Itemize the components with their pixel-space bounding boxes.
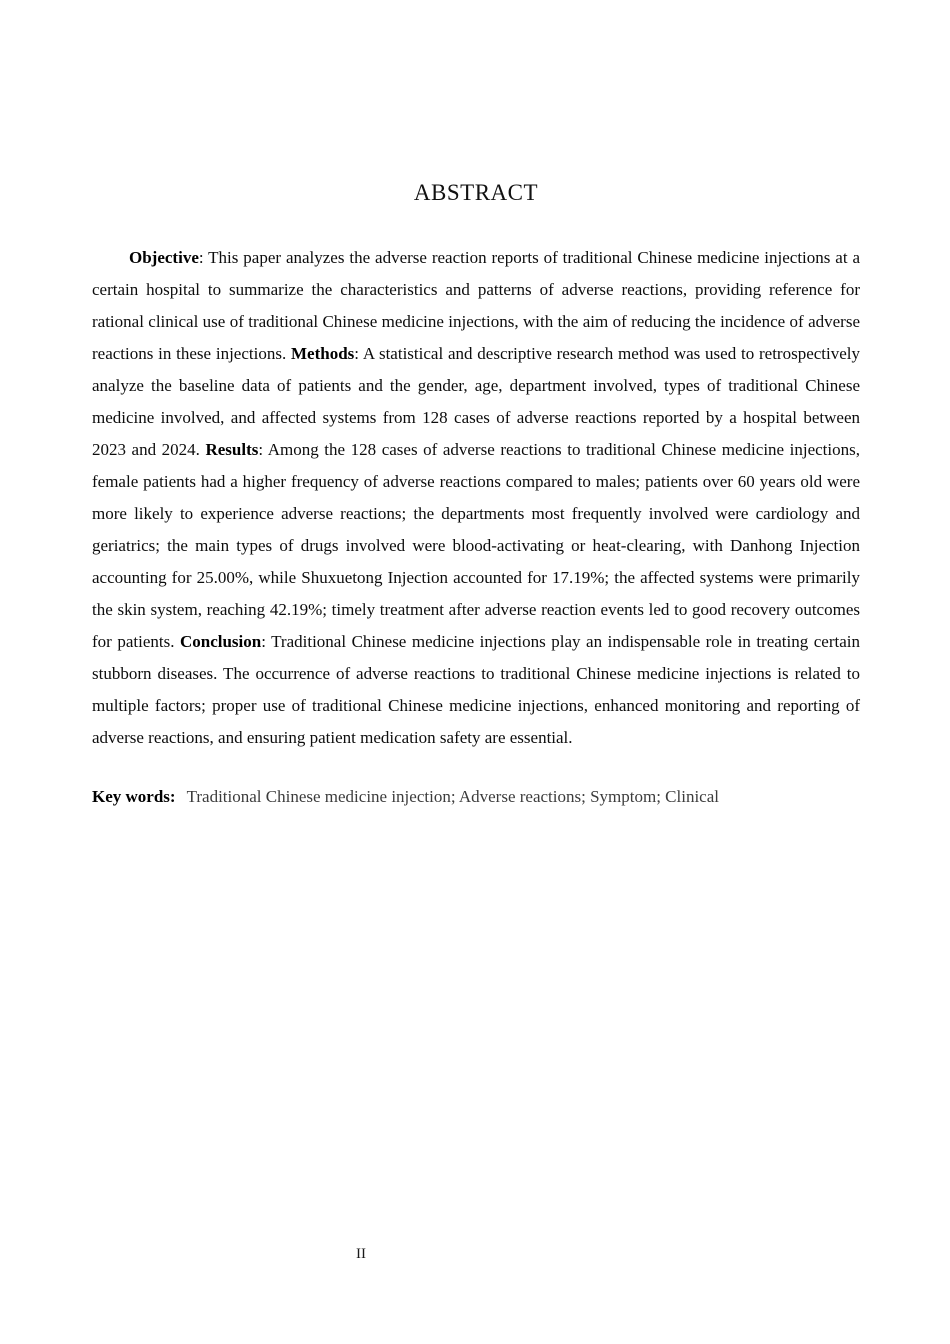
- abstract-paragraph: Objective: This paper analyzes the adverse reaction reports of traditional Chinese medicine injections at a certain hospital to summarize the characteristics and patterns of adverse reactions, providing reference for rational clinical use of traditional Chinese medicine injections, with the aim of reducing the incidence of adverse reactions in these injections. Methods: A statistical and descriptive research method was used to retrospectively analyze the baseline data of patients and the gender, age, department involved, types of traditional Chinese medicine involved, and affected systems from 128 cases of adverse reactions reported by a hospital between 2023 and 2024. Results: Among the 128 cases of adverse reactions to traditional Chinese medicine injections, female patients had a higher frequency of adverse reactions compared to males; patients over 60 years old were more likely to experience adverse reactions; the departments most frequently involved were cardiology and geriatrics; the main types of drugs involved were blood-activating or heat-clearing, with Danhong Injection accounting for 25.00%, while Shuxuetong Injection accounted for 17.19%; the affected systems were primarily the skin system, reaching 42.19%; timely treatment after adverse reaction events led to good recovery outcomes for patients. Conclusion: Traditional Chinese medicine injections play an indispensable role in treating certain stubborn diseases. The occurrence of adverse reactions to traditional Chinese medicine injections is related to multiple factors; proper use of traditional Chinese medicine injections, enhanced monitoring and reporting of adverse reactions, and ensuring patient medication safety are essential.: [92, 248, 860, 747]
- page-title: ABSTRACT: [413, 180, 539, 205]
- page-number: II: [356, 1246, 366, 1262]
- keywords-line: [92, 781, 860, 813]
- keywords-text: Traditional Chinese medicine injection; Adverse reactions; Symptom; Clinical: [186, 787, 719, 806]
- keywords-label: Key words:: [92, 787, 176, 806]
